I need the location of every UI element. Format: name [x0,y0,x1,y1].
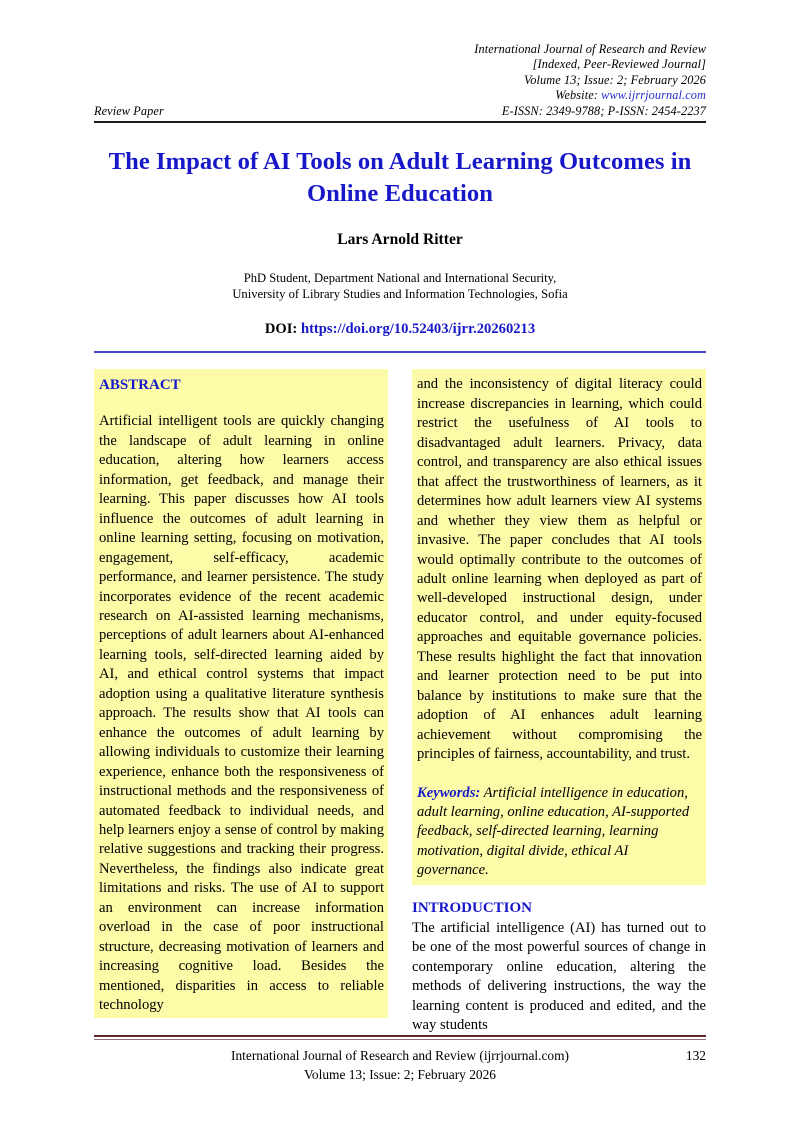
doi-block [94,320,706,339]
abstract-continuation-highlight-box [412,369,706,884]
footer-line-1: International Journal of Research and Review (ijrrjournal.com) [231,1048,569,1063]
body-columns [94,369,706,1035]
website-line [94,88,706,103]
abstract-heading: ABSTRACT [99,377,181,394]
issn-line: E-ISSN: 2349-9788; P-ISSN: 2454-2237 [501,103,706,118]
doi-label: DOI: [264,321,301,338]
keywords-block [417,784,702,881]
journal-website-link[interactable]: www.ijrrjournal.com [601,88,706,103]
keywords-text: Artificial intelligence in education, adult learning, online education, AI-supported feedback, self-directed learning, learning motivation, digital divide, ethical AI governance. [417,784,690,879]
footer-text-block [94,1047,706,1084]
doi-link[interactable]: https://doi.org/10.52403/ijrr.20260213 [300,321,536,338]
affiliation-line-2: University of Library Studies and Information Technologies, Sofia [232,287,568,302]
abstract-spacer [99,395,384,412]
abstract-text-part-1: Artificial intelligent tools are quickly changing the landscape of adult learning in online education, altering how learners access information, get feedback, and manage their learning. This paper discusses how AI tools influence the outcomes of adult learning in online learning setting, focusing on motivation, engagement, self-efficacy, academic performance, and learner persistence. The study incorporates evidence of the recent academic research on AI-assisted learning mechanisms, perceptions of adult learners about AI-enhanced learning tools, self-directed learning aided by AI, and ethical control systems that impact adoption using a qualitative literature synthesis approach. The results show that AI tools can enhance the outcomes of adult learning by allowing individuals to customize their learning experience, enhance both the responsiveness of instructional methods and the responsiveness of automated feedback to individual needs, and help learners enjoy a sense of control by making relative suggestions and tracking their progress. Nevertheless, the findings also indicate great limitations and risks. The use of AI to support an environment can increase information overload in the case of poor instructional structure, decreasing motivation of learners and increasing cognitive load. Besides the mentioned, disparities in access to reliable technology [99,413,384,1014]
author-name: Lars Arnold Ritter [337,231,463,249]
journal-name: International Journal of Research and Review [474,42,706,56]
abstract-text-part-2: and the inconsistency of digital literacy could increase discrepancies in learning, which could restrict the usefulness of AI tools to disadvantaged adult learners. Privacy, data control, and transparency are also ethical issues that affect the trustworthiness of learners, as it determines how adult learners view AI systems and whether they view them as helpful or invasive. The paper concludes that AI tools would optimally contribute to the outcomes of adult online learning when deployed as part of well-developed instructional design, under educator control, and under equity-focused approaches and equitable governance policies. These results highlight the fact that innovation and learner protection need to be put into balance by institutions to make sure that the adoption of AI enhances adult learning achievement without compromising the principles of fairness, accountability, and trust. [417,376,702,763]
footer-divider-thin [94,1039,706,1040]
page-footer [94,1035,706,1084]
paper-type-label: Review Paper [94,103,164,118]
affiliation-line-1: PhD Student, Department National and International Security, [243,271,557,286]
keywords-label: Keywords: [417,784,481,801]
volume-issue-line: Volume 13; Issue: 2; February 2026 [523,72,706,87]
title-divider [94,351,706,353]
page-title: The Impact of AI Tools on Adult Learning Outcomes in Online Education [108,148,692,208]
introduction-section [412,898,706,1036]
website-label: Website: [555,88,602,103]
author-affiliation [94,270,706,302]
introduction-heading: INTRODUCTION [412,899,533,916]
masthead [94,42,706,119]
page-number: 132 [685,1048,706,1063]
left-column [94,369,388,1035]
abstract-highlight-box [94,369,388,1018]
footer-line-2: Volume 13; Issue: 2; February 2026 [303,1066,497,1082]
introduction-text: The artificial intelligence (AI) has turned out to be one of the most powerful sources of change in contemporary online education, altering the methods of delivering instructions, the way the learning content is produced and edited, and the way students [412,919,706,1034]
indexed-note: [Indexed, Peer-Reviewed Journal] [532,57,706,72]
footer-divider-thick [94,1035,706,1037]
right-column [412,369,706,1035]
masthead-divider [94,121,706,123]
